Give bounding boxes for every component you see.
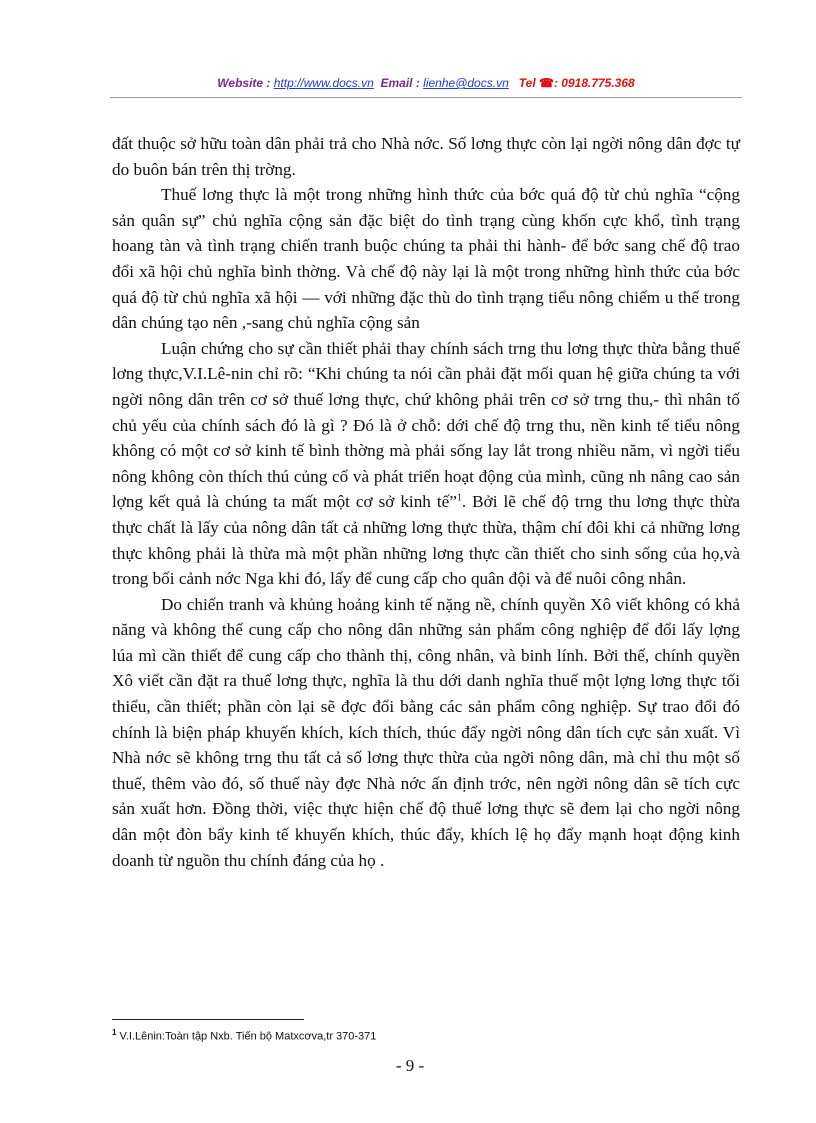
tel-number: : 0918.775.368 (553, 76, 635, 90)
body-text (112, 131, 740, 873)
tel-label: Tel (518, 76, 536, 90)
footnote-number: 1 (112, 1028, 117, 1037)
page-header (110, 76, 742, 96)
phone-icon: ☎ (539, 76, 554, 90)
website-link[interactable]: http://www.docs.vn (273, 76, 374, 90)
footnote-ref[interactable]: 1 (456, 492, 462, 504)
paragraph-2: Thuế lơng thực là một trong những hình thức của bớc quá độ từ chủ nghĩa “cộng sản quân sự” chủ nghĩa cộng sản đặc biệt do tình trạng cùng khốn cực khổ, tình trạng hoang tàn và tình trạng chiến tranh buộc chúng ta phải thi hành- để bớc sang chế độ trao đổi xã hội chủ nghĩa bình thờng. Và chế độ này lại là một trong những hình thức của bớc quá độ từ chủ nghĩa xã hội — với những đặc thù do tình trạng tiểu nông chiếm u thế trong dân chúng tạo nên ,-sang chủ nghĩa cộng sản (112, 185, 740, 333)
email-link[interactable]: lienhe@docs.vn (423, 76, 509, 90)
email-label: Email : (380, 76, 420, 90)
footnote-text: V.I.Lênin:Toàn tập Nxb. Tiến bộ Matxcơva,tr 370-371 (116, 1030, 377, 1043)
footnote (112, 1028, 740, 1043)
header-divider (110, 97, 742, 98)
footnote-divider (112, 1019, 304, 1020)
page-number: - 9 - (395, 1056, 425, 1075)
paragraph-3-tail: . Bởi lẽ chế độ trng thu lơng thực thừa thực chất là lấy của nông dân tất cả những lơng thực thừa, thậm chí đôi khi cả những lơng thực không phải là thừa mà một phần những lơng thực cần thiết cho sinh sống của họ,và trong bối cảnh nớc Nga khi đó, lấy để cung cấp cho quân đội và để nuôi công nhân. (112, 492, 740, 589)
paragraph-3-text: Luận chứng cho sự cần thiết phải thay chính sách trng thu lơng thực thừa bằng thuế lơng thực,V.I.Lê-nin chỉ rõ: “Khi chúng ta nói cần phải đặt mối quan hệ giữa chúng ta với ngời nông dân trên cơ sở thuế lơng thực, chứ không phải trên cơ sở trng thu,- thì nhân tố chủ yếu của chính sách đó là gì ? Đó là ở chỗ: dới chế độ trng thu, nền kinh tế tiểu nông không có một cơ sở kinh tế bình thờng mà phải sống lay lắt trong nhiều năm, vì ngời tiểu nông không còn thích thú củng cố và phát triển hoạt động của mình, cũng nh nâng cao sản lợng kết quả là chúng ta mất một cơ sở kinh tế” (112, 338, 740, 512)
paragraph-4: Do chiến tranh và khủng hoảng kinh tế nặng nề, chính quyền Xô viết không có khả năng và không thể cung cấp cho nông dân những sản phẩm công nghiệp để đổi lấy lợng lúa mì cần thiết để cung cấp cho thành thị, công nhân, và binh lính. Bởi thế, chính quyền Xô viết cần đặt ra thuế lơng thực, nghĩa là thu dới danh nghĩa thuế một lợng lơng thực tối thiểu, cần thiết; phần còn lại sẽ đợc đổi bằng các sản phẩm công nghiệp. Sự trao đổi đó chính là biện pháp khuyến khích, kích thích, thúc đẩy ngời nông dân tích cực sản xuất. Vì Nhà nớc sẽ không trng thu tất cả số lơng thực thừa của ngời nông dân, mà chỉ thu một số thuế, thêm vào đó, số thuế này đợc Nhà nớc ấn định trớc, nên ngời nông dân sẽ tích cực sản xuất hơn. Đồng thời, việc thực hiện chế độ thuế lơng thực sẽ đem lại cho ngời nông dân một đòn bẩy kinh tế khuyến khích, thúc đẩy, khích lệ họ đẩy mạnh hoạt động kinh doanh từ nguồn thu chính đáng của họ . (112, 594, 740, 870)
website-label: Website : (217, 76, 271, 90)
paragraph-1: đất thuộc sở hữu toàn dân phải trả cho Nhà nớc. Số lơng thực còn lại ngời nông dân đợc tự do buôn bán trên thị trờng. (112, 134, 740, 179)
paragraph-3 (112, 336, 740, 592)
